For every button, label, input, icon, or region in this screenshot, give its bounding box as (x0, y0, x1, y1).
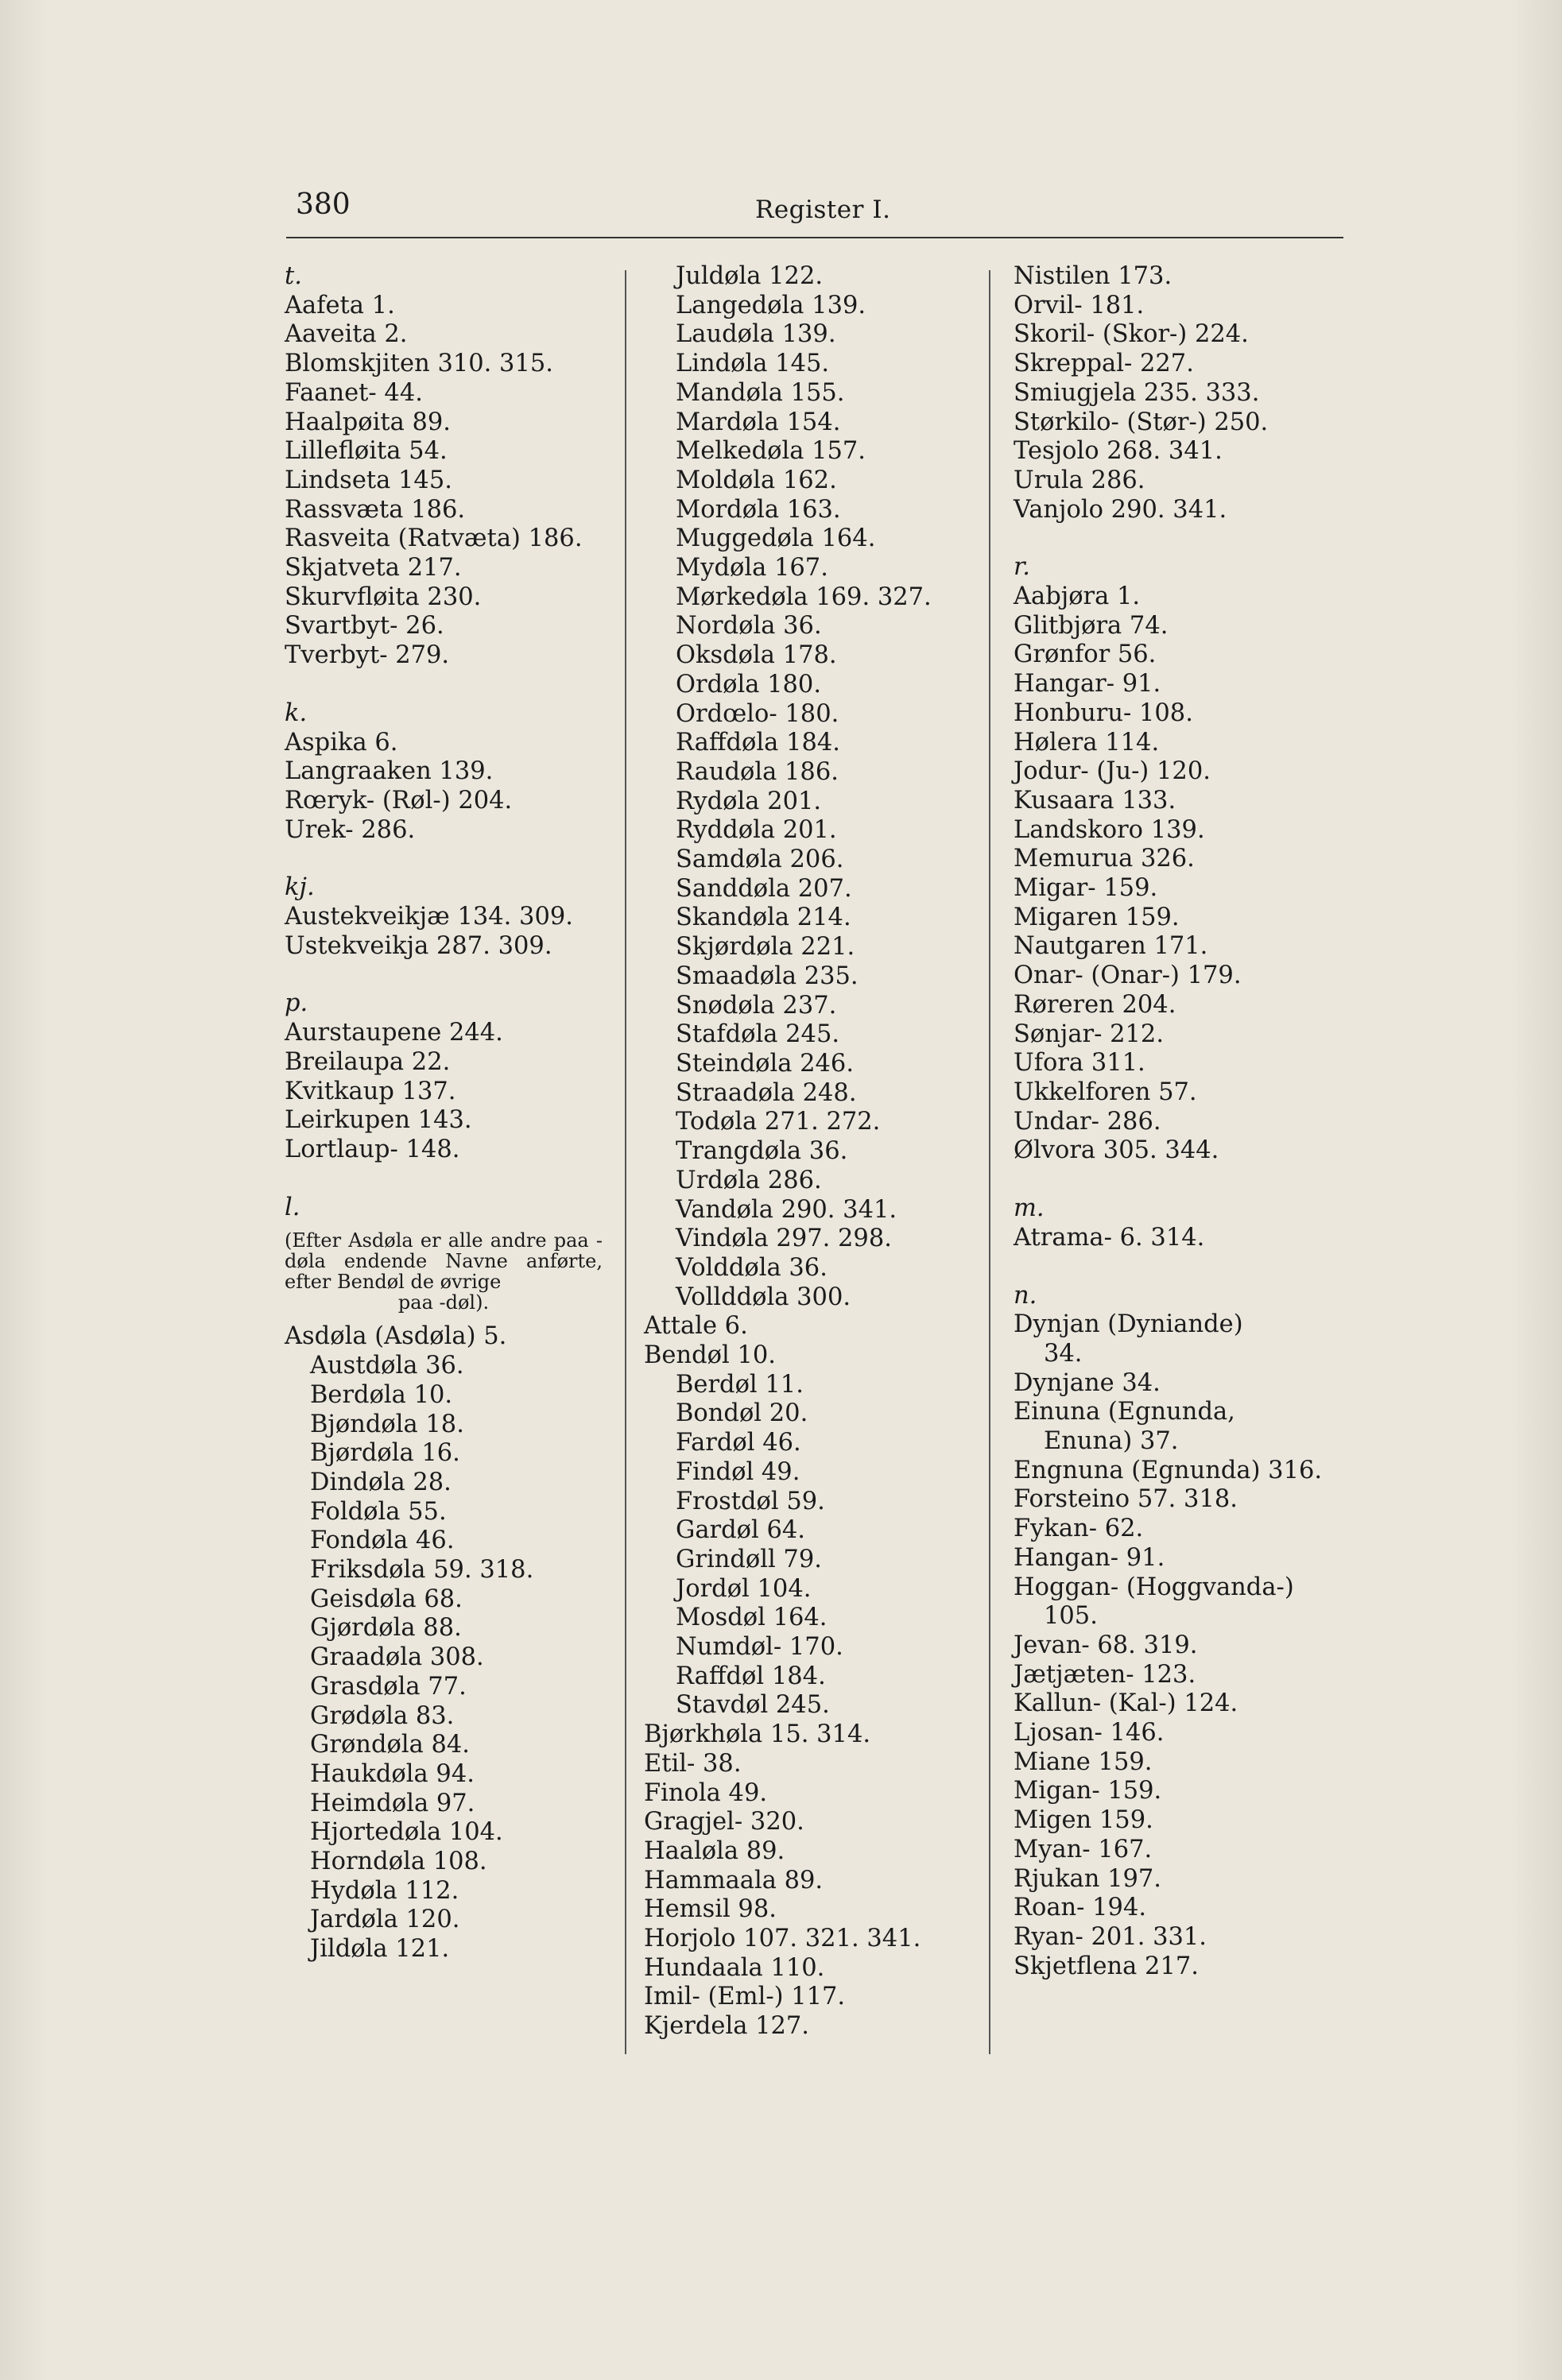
section-p-list (285, 1019, 626, 1165)
index-entry: Ljosan- 146. (1014, 1719, 1165, 1747)
asdola-sublist (285, 1352, 626, 1964)
index-entry: Bjørdøla 16. (310, 1439, 460, 1468)
index-entry-bendol: Bendøl 10. (644, 1341, 776, 1370)
index-entry: Gjørdøla 88. (310, 1614, 462, 1643)
index-entry: Hydøla 112. (310, 1876, 459, 1905)
index-entry: Graadøla 308. (310, 1643, 484, 1672)
index-entry: Vandøla 290. 341. (676, 1195, 897, 1224)
index-entry: Jardøla 120. (310, 1906, 460, 1934)
running-title: Register I. (755, 195, 891, 224)
index-entry: Bjøndøla 18. (310, 1410, 464, 1438)
index-entry: Imil- (Eml-) 117. (644, 1983, 846, 2011)
index-entry: Horjolo 107. 321. 341. (644, 1925, 921, 1953)
index-entry-continuation: 34. (1044, 1339, 1083, 1368)
l-section-continued-list (1014, 262, 1363, 524)
index-entry: Vindøla 297. 298. (676, 1225, 892, 1253)
index-entry: Haukdøla 94. (310, 1759, 475, 1788)
index-column-3 (1014, 262, 1363, 1981)
index-entry: Mordøla 163. (676, 495, 841, 524)
index-entry: Ryan- 201. 331. (1014, 1922, 1207, 1951)
index-entry: Sanddøla 207. (676, 874, 852, 903)
index-entry: Volddøla 36. (676, 1253, 828, 1282)
index-entry: Einuna (Egnunda, (1014, 1398, 1235, 1426)
index-entry: Raffdøla 184. (676, 729, 840, 757)
index-entry: Aurstaupene 244. (285, 1019, 503, 1047)
index-entry: Landskoro 139. (1014, 815, 1205, 844)
section-heading-m: m. (1014, 1194, 1045, 1223)
index-entry: Raudøla 186. (676, 757, 839, 786)
index-entry: Miane 159. (1014, 1747, 1153, 1776)
index-entry: Mørkedøla 169. 327. (676, 582, 932, 611)
index-entry: Etil- 38. (644, 1749, 742, 1778)
index-entry: Tesjolo 268. 341. (1014, 437, 1223, 466)
index-entry: Migan- 159. (1014, 1777, 1162, 1805)
index-entry: Mosdøl 164. (676, 1604, 828, 1632)
section-n-list (1014, 1310, 1363, 1981)
note-text-end: paa -døl). (397, 1291, 490, 1314)
index-entry: Undar- 286. (1014, 1107, 1161, 1136)
section-k-list (285, 729, 626, 846)
index-entry: Ufora 311. (1014, 1049, 1145, 1078)
index-entry: Austekveikjæ 134. 309. (285, 903, 573, 931)
index-entry: Ukkelforen 57. (1014, 1078, 1197, 1106)
index-entry: Langraaken 139. (285, 757, 494, 786)
section-heading-p: p. (285, 989, 308, 1018)
index-entry: Raffdøl 184. (676, 1662, 826, 1690)
index-entry: Numdøl- 170. (676, 1633, 843, 1662)
index-entry: Hjortedøla 104. (310, 1818, 503, 1847)
index-entry: Migaren 159. (1014, 903, 1180, 931)
index-entry: Kvitkaup 137. (285, 1077, 456, 1105)
index-entry: Ustekveikja 287. 309. (285, 931, 552, 960)
index-entry: Geisdøla 68. (310, 1585, 463, 1613)
index-entry: Aafeta 1. (285, 291, 395, 319)
section-m-list (1014, 1224, 1363, 1253)
index-entry: Kallun- (Kal-) 124. (1014, 1689, 1238, 1718)
section-r-list (1014, 582, 1363, 1166)
index-entry-attale: Attale 6. (644, 1312, 748, 1341)
index-entry: Dindøla 28. (310, 1468, 452, 1496)
index-entry: Gardøl 64. (676, 1516, 805, 1545)
index-entry: Ølvora 305. 344. (1014, 1136, 1219, 1165)
index-entry: Austdøla 36. (310, 1352, 464, 1380)
index-entry: Fondøla 46. (310, 1527, 455, 1555)
index-entry: Stavdøl 245. (676, 1691, 830, 1720)
section-heading-l: l. (285, 1193, 300, 1221)
index-entry: Friksdøla 59. 318. (310, 1556, 534, 1585)
index-entry: Rydøla 201. (676, 787, 822, 815)
index-entry: Engnuna (Egnunda) 316. (1014, 1456, 1323, 1484)
index-entry: Leirkupen 143. (285, 1106, 472, 1135)
index-entry: Grødøla 83. (310, 1701, 455, 1730)
index-entry: Hølera 114. (1014, 728, 1160, 757)
index-entry: Langedøla 139. (676, 291, 866, 319)
index-entry: Jildøla 121. (310, 1935, 450, 1964)
index-entry: Laudøla 139. (676, 320, 836, 349)
index-entry: Ryddøla 201. (676, 816, 837, 845)
index-entry: Faanet- 44. (285, 378, 423, 407)
index-entry: Lortlaup- 148. (285, 1135, 460, 1163)
index-entry: Heimdøla 97. (310, 1789, 475, 1817)
index-entry: Mandøla 155. (676, 378, 845, 407)
index-entry: Aabjøra 1. (1014, 582, 1141, 611)
index-entry: Urdøla 286. (676, 1166, 822, 1194)
index-entry: Vanjolo 290. 341. (1014, 495, 1227, 524)
index-entry: Jevan- 68. 319. (1014, 1631, 1198, 1659)
index-entry: Nordøla 36. (676, 612, 822, 640)
index-entry: Rœryk- (Røl-) 204. (285, 786, 513, 815)
index-entry: Melkedøla 157. (676, 437, 866, 466)
index-entry: Ordøla 180. (676, 670, 822, 699)
index-entry: Skoril- (Skor-) 224. (1014, 320, 1249, 349)
index-entry: Jodur- (Ju-) 120. (1014, 757, 1211, 786)
index-entry: Migar- 159. (1014, 874, 1158, 903)
index-entry: Haalpøita 89. (285, 408, 452, 436)
note-text: (Efter Asdøla er alle andre paa -døla endende Navne anførte, efter Bendøl de øvrige (285, 1229, 603, 1294)
section-kj-list (285, 903, 626, 961)
index-entry: Størkilo- (Stør-) 250. (1014, 408, 1269, 436)
index-entry-continuation: Enuna) 37. (1044, 1427, 1179, 1456)
section-t-list (285, 292, 626, 671)
index-entry: Aspika 6. (285, 728, 398, 757)
index-entry: Skurvfløita 230. (285, 582, 482, 611)
index-entry: Berdøla 10. (310, 1380, 453, 1409)
index-entry: Memurua 326. (1014, 845, 1195, 873)
index-entry: Haaløla 89. (644, 1836, 785, 1865)
index-entry: Atrama- 6. 314. (1014, 1223, 1205, 1252)
index-entry: Rjukan 197. (1014, 1864, 1161, 1893)
index-entry: Tverbyt- 279. (285, 641, 450, 670)
index-entry: Grønfor 56. (1014, 640, 1157, 669)
index-entry: Frostdøl 59. (676, 1487, 825, 1515)
index-entry: Kusaara 133. (1014, 786, 1176, 815)
index-entry: Orvil- 181. (1014, 291, 1145, 319)
index-entry: Moldøla 162. (676, 466, 837, 494)
index-entry: Roan- 194. (1014, 1894, 1147, 1922)
index-entry: Berdøl 11. (676, 1370, 804, 1399)
index-entry: Jordøl 104. (676, 1574, 812, 1603)
index-entry-continuation: 105. (1044, 1602, 1098, 1631)
index-entry: Juldøla 122. (676, 262, 824, 290)
index-entry: Breilaupa 22. (285, 1047, 451, 1076)
index-entry: Smiugjela 235. 333. (1014, 378, 1260, 407)
section-heading-k: k. (285, 699, 308, 727)
index-entry: Ordœlo- 180. (676, 699, 839, 728)
index-entry: Trangdøla 36. (676, 1137, 848, 1166)
index-entry: Aaveita 2. (285, 320, 408, 349)
index-entry: Bjørkhøla 15. 314. (644, 1720, 871, 1749)
l-section-rest-list (644, 1720, 986, 2041)
index-entry: Finola 49. (644, 1778, 768, 1807)
index-entry: Hemsil 98. (644, 1895, 777, 1924)
index-entry: Muggedøla 164. (676, 524, 876, 553)
index-entry: Mydøla 167. (676, 554, 828, 582)
index-entry: Grøndøla 84. (310, 1731, 470, 1759)
index-entry: Mardøla 154. (676, 408, 841, 436)
index-entry: Smaadøla 235. (676, 962, 859, 990)
index-entry: Fardøl 46. (676, 1429, 801, 1457)
index-entry: Grasdøla 77. (310, 1672, 467, 1701)
index-entry: Fykan- 62. (1014, 1515, 1144, 1543)
index-entry: Kjerdela 127. (644, 2012, 809, 2041)
index-entry: Samdøla 206. (676, 846, 844, 874)
index-entry: Grindøll 79. (676, 1545, 822, 1573)
index-entry: Foldøla 55. (310, 1497, 447, 1526)
index-entry: Stafdøla 245. (676, 1020, 840, 1049)
index-entry: Skandøla 214. (676, 904, 851, 932)
index-entry: Urula 286. (1014, 466, 1145, 494)
index-entry: Hammaala 89. (644, 1866, 824, 1894)
index-entry: Findøl 49. (676, 1457, 800, 1486)
index-entry: Røreren 204. (1014, 990, 1176, 1019)
index-column-2 (644, 262, 986, 2041)
index-entry: Skjatveta 217. (285, 554, 462, 582)
index-entry: Sønjar- 212. (1014, 1020, 1165, 1048)
index-entry: Blomskjiten 310. 315. (285, 350, 553, 378)
index-entry: Skreppal- 227. (1014, 350, 1194, 378)
index-entry: Straadøla 248. (676, 1078, 857, 1107)
index-entry: Nautgaren 171. (1014, 932, 1208, 961)
index-entry: Snødøla 237. (676, 991, 837, 1020)
index-entry: Skjørdøla 221. (676, 933, 855, 962)
index-entry: Glitbjøra 74. (1014, 611, 1169, 640)
index-entry: Todøla 271. 272. (676, 1108, 881, 1136)
index-entry: Honburu- 108. (1014, 699, 1193, 727)
index-entry: Hoggan- (Hoggvanda-) (1014, 1573, 1294, 1601)
index-entry: Skjetflena 217. (1014, 1952, 1199, 1980)
index-entry: Lillefløita 54. (285, 437, 448, 466)
index-entry-asdola: Asdøla (Asdøla) 5. (285, 1322, 507, 1351)
index-entry: Svartbyt- 26. (285, 612, 444, 640)
section-l-note (285, 1230, 603, 1313)
section-heading-t: t. (285, 262, 302, 290)
index-entry: Jætjæten- 123. (1014, 1660, 1196, 1689)
index-entry: Forsteino 57. 318. (1014, 1485, 1238, 1514)
index-entry: Onar- (Onar-) 179. (1014, 962, 1242, 990)
index-entry: Steindøla 246. (676, 1049, 855, 1078)
index-entry: Hangan- 91. (1014, 1543, 1165, 1572)
index-entry: Vollddøla 300. (676, 1283, 851, 1311)
index-entry: Myan- 167. (1014, 1835, 1153, 1863)
index-column-1 (285, 262, 626, 1964)
index-entry: Dynjan (Dyniande) (1014, 1310, 1243, 1339)
section-heading-r: r. (1014, 553, 1030, 582)
index-entry: Lindseta 145. (285, 466, 452, 494)
section-heading-kj: kj. (285, 873, 315, 902)
column-divider-2 (989, 270, 990, 2054)
index-entry: Hangar- 91. (1014, 670, 1161, 699)
index-entry: Migen 159. (1014, 1806, 1153, 1835)
index-entry: Horndøla 108. (310, 1848, 487, 1876)
index-entry: Bondøl 20. (676, 1399, 808, 1428)
index-entry: Dynjane 34. (1014, 1368, 1161, 1397)
page-number: 380 (296, 188, 351, 221)
dola-sublist (644, 262, 986, 1312)
index-entry: Nistilen 173. (1014, 262, 1172, 290)
index-entry: Oksdøla 178. (676, 641, 837, 670)
page-header (286, 181, 1343, 238)
index-entry: Hundaala 110. (644, 1953, 825, 1982)
index-entry: Lindøla 145. (676, 350, 830, 378)
section-heading-n: n. (1014, 1281, 1037, 1310)
index-entry: Urek- 286. (285, 815, 416, 844)
bendol-sublist (644, 1371, 986, 1720)
index-entry: Rasveita (Ratvæta) 186. (285, 524, 583, 553)
index-entry: Rassvæta 186. (285, 495, 466, 524)
index-entry: Gragjel- 320. (644, 1808, 804, 1836)
